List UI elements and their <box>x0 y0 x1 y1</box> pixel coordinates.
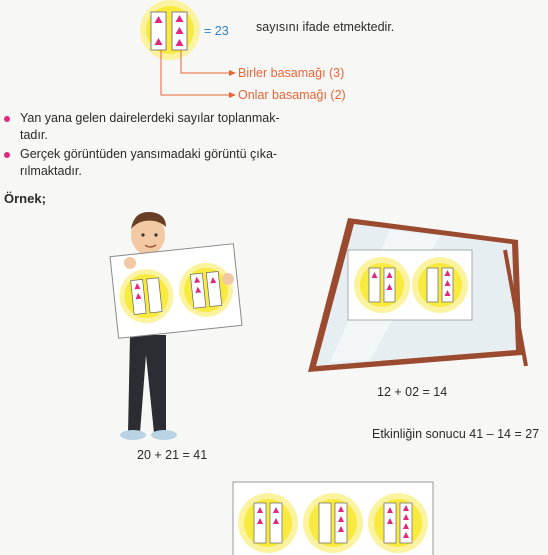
circle-c <box>368 493 428 553</box>
label-tens: Onlar basamağı (2) <box>238 88 346 102</box>
bullet-dot <box>4 152 10 158</box>
circle-b <box>303 493 363 553</box>
phrase-text: sayısını ifade etmektedir. <box>256 20 395 34</box>
mirror-equation: 12 + 02 = 14 <box>377 385 448 399</box>
circle-a <box>238 493 298 553</box>
ones-tile <box>172 12 187 50</box>
bottom-board <box>232 481 434 555</box>
boy-equation: 20 + 21 = 41 <box>137 448 208 462</box>
connector-lines <box>150 48 250 108</box>
mirror-illustration <box>300 210 530 380</box>
tens-tile <box>151 12 166 50</box>
bullet-dot <box>4 116 10 122</box>
result-text: Etkinliğin sonucu 41 – 14 = 27 <box>372 427 540 441</box>
equals-value: = 23 <box>204 24 229 38</box>
boy-illustration <box>100 205 260 445</box>
bullet-1-line1: Yan yana gelen dairelerdeki sayılar toplanmak- <box>20 111 280 125</box>
bullet-1-line2: tadır. <box>20 128 48 142</box>
bullet-2-line1: Gerçek görüntüden yansımadaki görüntü çıka- <box>20 147 278 161</box>
bullet-2-line2: rılmaktadır. <box>20 164 82 178</box>
label-ones: Birler basamağı (3) <box>238 66 345 80</box>
example-heading: Örnek; <box>4 191 46 206</box>
